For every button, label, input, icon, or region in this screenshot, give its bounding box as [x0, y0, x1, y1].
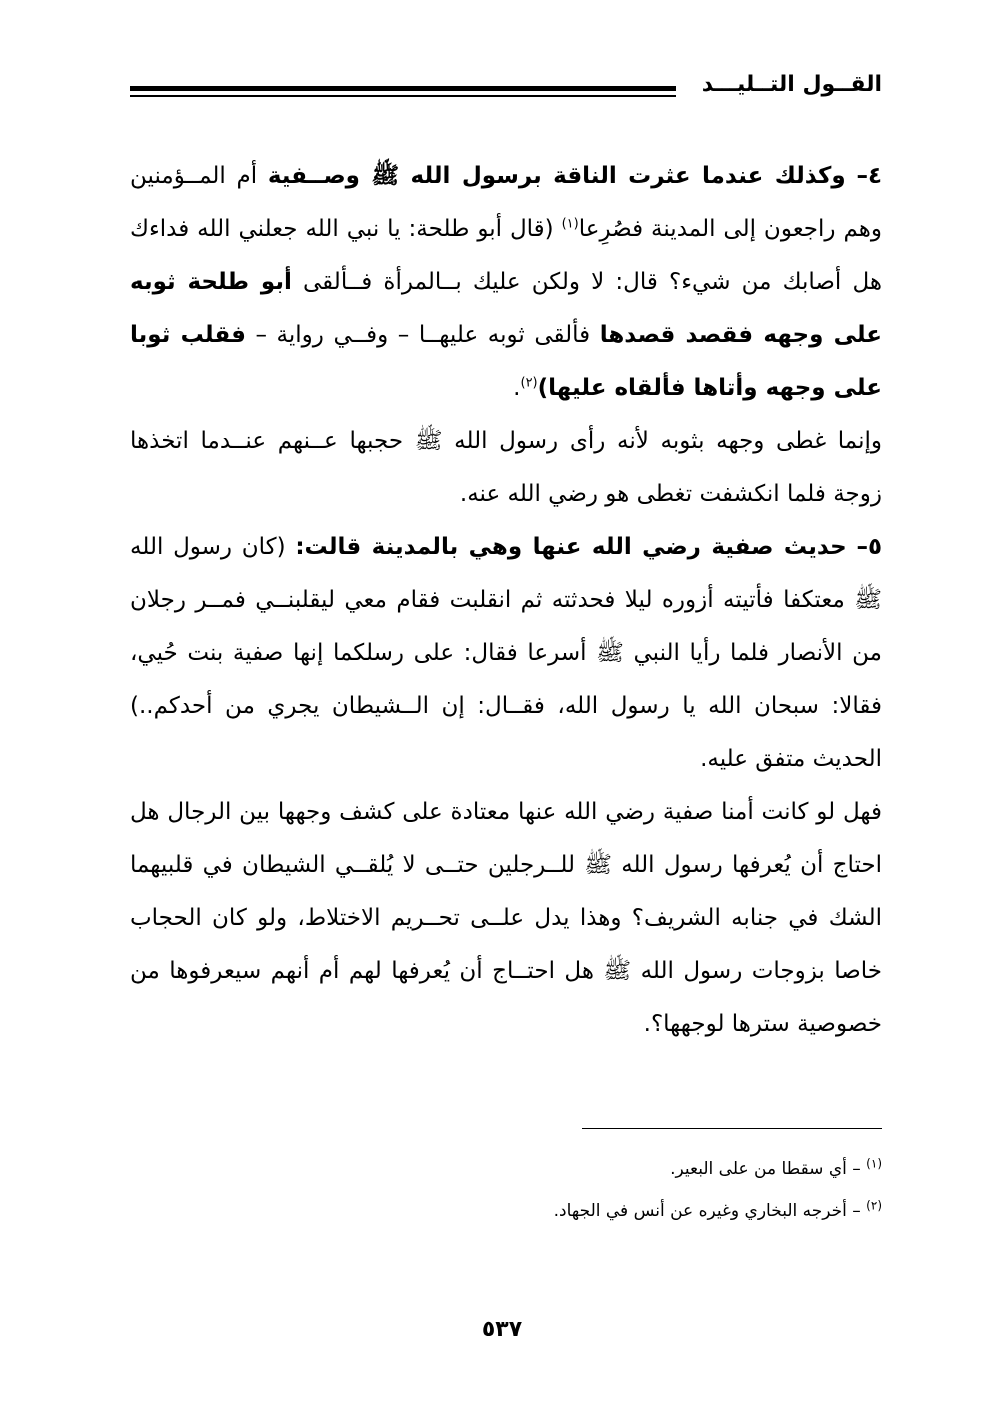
paragraph-conclusion: فهل لو كانت أمنا صفية رضي الله عنها معتادة على كشف وجهها بين الرجال هل احتاج أن يُعرفها رسول الله ﷺ للــرجلين حتــى لا يُلقــي الشيطان في قلبيهما الشك في جنابه الشريف؟ وهذا يدل علــى تحــريم الاختلاط، ولو كان الحجاب خاصا بزوجات رسول الله ﷺ هل احتــاج أن يُعرفها لهم أم أنهم سيعرفوها من خصوصية سترها لوجهها؟. — [130, 799, 882, 1037]
bold-lead: وكذلك عندما عثرت الناقة برسول الله ﷺ وصــفية — [267, 163, 846, 189]
paragraph-text: أم المــؤمنين وهم راجعون إلى المدينة فصُرِعا — [130, 163, 883, 242]
footnote-rule — [582, 1128, 882, 1129]
bold-phrase: فقلب ثوبا على وجهه وأتاها فألقاه عليها) — [130, 322, 882, 401]
footnote-text: – أخرجه البخاري وغيره عن أنس في الجهاد. — [553, 1201, 861, 1221]
footnote-marker: (٢) — [866, 1198, 882, 1213]
paragraph-text: فألقى ثوبه عليهــا – وفــي رواية – — [255, 322, 591, 348]
footnote-item — [282, 1148, 882, 1190]
paragraph-text: . — [513, 375, 521, 401]
footnotes — [282, 1148, 882, 1232]
footnote-ref: (٢) — [520, 375, 538, 391]
page-header — [130, 72, 882, 112]
page-number: ٥٣٧ — [481, 1317, 523, 1342]
main-text — [130, 150, 882, 1051]
paragraph-explanation: وإنما غطى وجهه بثوبه لأنه رأى رسول الله ﷺ حجبها عــنهم عنــدما اتخذها زوجة فلما انكشفت تغطى هو رضي الله عنه. — [130, 428, 882, 507]
footnote-ref: (١) — [561, 216, 579, 232]
paragraph-text: (قال أبو طلحة: يا نبي الله جعلني الله فداءك هل أصابك من شيء؟ قال: لا ولكن عليك بــالمرأة فــألقى — [130, 216, 883, 295]
paragraph-item-4 — [130, 150, 882, 415]
item-number: ٤– — [856, 163, 882, 189]
item-number: ٥– — [856, 534, 883, 560]
header-rule-thin — [130, 95, 676, 97]
footnote-text: – أي سقطا من على البعير. — [670, 1159, 861, 1179]
paragraph-text: (كان رسول الله ﷺ معتكفا فأتيته أزوره ليلا فحدثته ثم انقلبت فقام معي ليقلبنــي فمــر رجلان من الأنصار فلما رأيا النبي ﷺ أسرعا فقال: على رسلكما إنها صفية بنت حُيي، فقالا: سبحان الله يا رسول الله، فقــال: إن الــشيطان يجري من أحدكم..) الحديث متفق عليه. — [130, 534, 882, 772]
bold-lead: حديث صفية رضي الله عنها وهي بالمدينة قالت: — [295, 534, 847, 560]
paragraph-item-5 — [130, 521, 882, 786]
footnote-item — [282, 1190, 882, 1232]
bold-phrase: أبو طلحة ثوبه على وجهه فقصد قصدها — [130, 269, 882, 348]
header-rule — [130, 86, 676, 91]
book-title: القــول التــليـــد — [701, 72, 882, 97]
footnote-marker: (١) — [866, 1156, 882, 1171]
